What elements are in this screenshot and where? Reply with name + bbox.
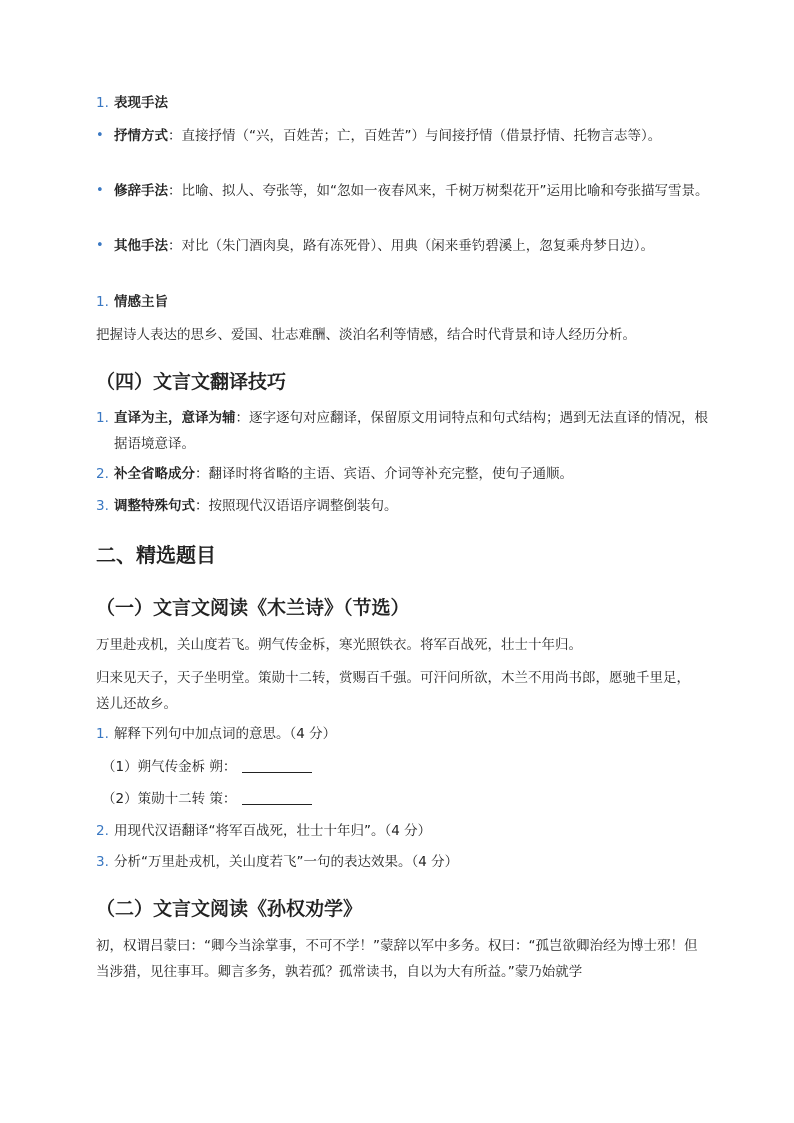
answer-blank <box>242 790 312 805</box>
item-text: 按照现代汉语语序调整倒装句。 <box>208 498 398 514</box>
item-text: 逐字逐句对应翻译，保留原文用词特点和句式结构；遇到无法直译的情况，根据语境意译。 <box>114 410 708 452</box>
question-item <box>96 721 720 747</box>
paragraph: 归来见天子，天子坐明堂。策勋十二转，赏赐百千强。可汗问所欲，木兰不用尚书郎，愿驰千里足，送儿还故乡。 <box>96 670 690 712</box>
paragraph: 初，权谓吕蒙曰：“卿今当涂掌事，不可不学！”蒙辞以军中多务。权曰：“孤岂欲卿治经为博士邪！但当涉猎，见往事耳。卿言多务，孰若孤？孤常读书，自以为大有所益。”蒙乃始就学 <box>96 938 698 980</box>
item-label: 调整特殊句式 <box>114 498 195 514</box>
bullet-icon: • <box>96 183 104 198</box>
answer-blank <box>242 758 312 773</box>
bullet-text: 比喻、拟人、夸张等，如“忽如一夜春风来，千树万树梨花开”运用比喻和夸张描写雪景。 <box>181 183 709 199</box>
bullet-icon: • <box>96 238 104 253</box>
item-text: 用现代汉语翻译“将军百战死，壮士十年归”。（4 分） <box>114 823 432 839</box>
bullet-item: • 其他手法：对比（朱门酒肉臭，路有冻死骨）、用典（闲来垂钓碧溪上，忽复乘舟梦日边）。 <box>96 233 720 259</box>
list-number: 1. <box>96 726 109 742</box>
list-item: 3. 调整特殊句式：按照现代汉语语序调整倒装句。 <box>96 493 720 519</box>
sub-question <box>102 754 708 780</box>
list-item <box>96 90 720 116</box>
section-heading: （四）文言文翻译技巧 <box>96 371 287 393</box>
bullet-text: 直接抒情（“兴，百姓苦；亡，百姓苦”）与间接抒情（借景抒情、托物言志等）。 <box>181 128 662 144</box>
sub-question-text: （2）策勋十二转 策： <box>102 791 237 807</box>
bullet-label: 修辞手法 <box>114 183 168 199</box>
bullet-label: 其他手法 <box>114 238 168 254</box>
item-text: 解释下列句中加点词的意思。（4 分） <box>114 726 337 742</box>
list-number: 1. <box>96 95 109 111</box>
item-label: 直译为主，意译为辅 <box>114 410 236 426</box>
list-number: 3. <box>96 854 109 870</box>
question-heading: （一）文言文阅读《木兰诗》（节选） <box>96 597 410 619</box>
bullet-text: 对比（朱门酒肉臭，路有冻死骨）、用典（闲来垂钓碧溪上，忽复乘舟梦日边）。 <box>181 238 654 254</box>
list-item: 1. 直译为主，意译为辅：逐字逐句对应翻译，保留原文用词特点和句式结构；遇到无法直译的情况，根据语境意译。 <box>96 405 720 457</box>
paragraph: 把握诗人表达的思乡、爱国、壮志难酬、淡泊名利等情感，结合时代背景和诗人经历分析。 <box>96 327 636 343</box>
paragraph: 万里赴戎机，关山度若飞。朔气传金柝，寒光照铁衣。将军百战死，壮士十年归。 <box>96 637 582 653</box>
bullet-label: 抒情方式 <box>114 128 168 144</box>
sub-question <box>102 786 708 812</box>
list-number: 2. <box>96 466 109 482</box>
list-number: 1. <box>96 410 109 426</box>
sub-question-text: （1）朔气传金柝 朔： <box>102 759 237 775</box>
question-heading: （二）文言文阅读《孙权劝学》 <box>96 898 363 920</box>
list-number: 1. <box>96 294 109 310</box>
item-label: 情感主旨 <box>114 294 168 310</box>
item-text: 分析“万里赴戎机，关山度若飞”一句的表达效果。（4 分） <box>114 854 459 870</box>
list-item <box>96 289 720 315</box>
question-item <box>96 818 720 844</box>
bullet-icon: • <box>96 128 104 143</box>
part-heading: 二、精选题目 <box>96 543 216 567</box>
item-label: 表现手法 <box>114 95 168 111</box>
list-item: 2. 补全省略成分：翻译时将省略的主语、宾语、介词等补充完整，使句子通顺。 <box>96 461 720 487</box>
item-text: 翻译时将省略的主语、宾语、介词等补充完整，使句子通顺。 <box>208 466 573 482</box>
list-number: 2. <box>96 823 109 839</box>
list-number: 3. <box>96 498 109 514</box>
bullet-item: • 修辞手法：比喻、拟人、夸张等，如“忽如一夜春风来，千树万树梨花开”运用比喻和夸张描写雪景。 <box>96 178 720 204</box>
question-item <box>96 849 720 875</box>
bullet-item: • 抒情方式：直接抒情（“兴，百姓苦；亡，百姓苦”）与间接抒情（借景抒情、托物言志等）。 <box>96 123 720 149</box>
item-label: 补全省略成分 <box>114 466 195 482</box>
